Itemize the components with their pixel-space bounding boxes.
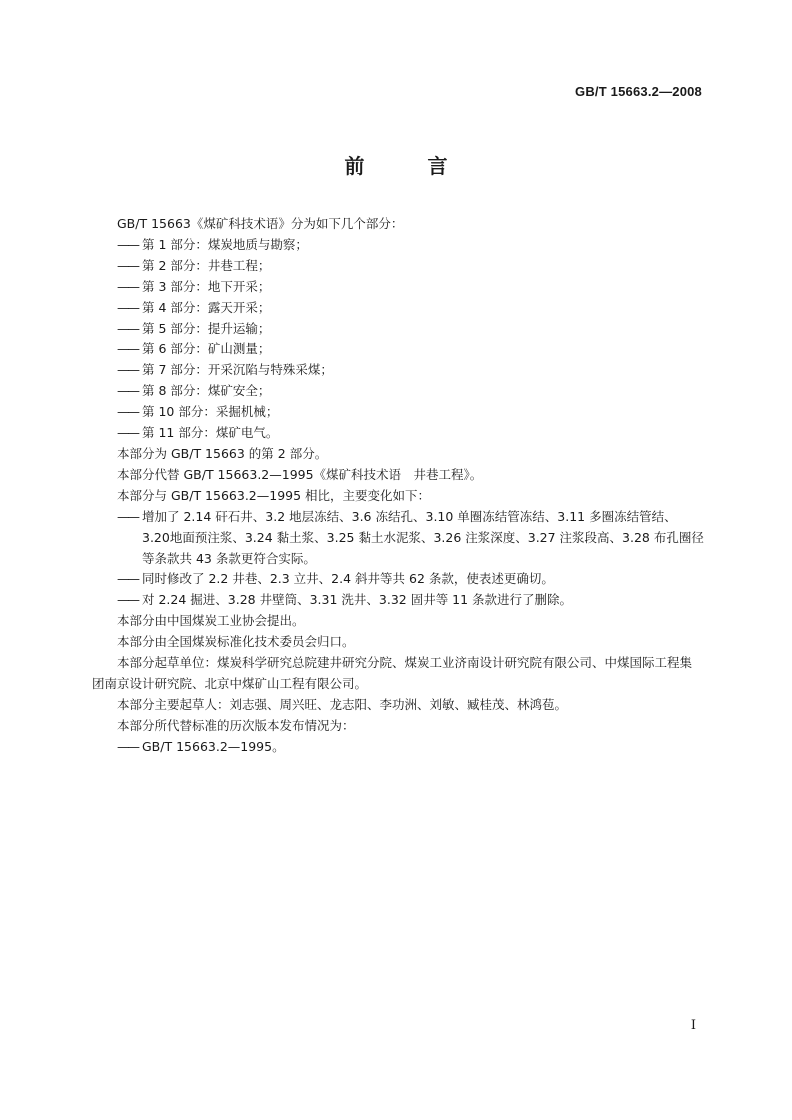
part-item: —— 第 6 部分：矿山测量； xyxy=(92,339,704,360)
page-number: I xyxy=(690,1018,696,1033)
history-intro: 本部分所代替标准的历次版本发布情况为： xyxy=(117,717,355,733)
history-item: —— GB/T 15663.2—1995。 xyxy=(92,737,704,758)
foreword-body xyxy=(92,214,704,758)
intro-paragraph: GB/T 15663《煤矿科技术语》分为如下几个部分： xyxy=(117,216,404,231)
change-item: —— 对 2.24 掘进、3.28 井壁筒、3.31 洗井、3.32 固井等 11 条款进行了删除。 xyxy=(92,590,704,611)
proposed-by: 本部分由中国煤炭工业协会提出。 xyxy=(117,613,305,629)
part-item: —— 第 7 部分：开采沉陷与特殊采煤； xyxy=(92,360,704,381)
part-item: —— 第 10 部分：采掘机械； xyxy=(92,402,704,423)
changes-intro: 本部分与 GB/T 15663.2—1995 相比，主要变化如下： xyxy=(117,487,431,503)
part-item: —— 第 2 部分：井巷工程； xyxy=(92,256,704,277)
replaces-statement: 本部分代替 GB/T 15663.2—1995《煤矿科技术语 井巷工程》。 xyxy=(117,466,483,482)
standard-number: GB/T 15663.2—2008 xyxy=(575,84,702,99)
change-item: —— 同时修改了 2.2 井巷、2.3 立井、2.4 斜井等共 62 条款，使表述更确切。 xyxy=(92,569,704,590)
part-item: —— 第 5 部分：提升运输； xyxy=(92,319,704,340)
part-of-statement: 本部分为 GB/T 15663 的第 2 部分。 xyxy=(117,445,328,461)
part-item: —— 第 3 部分：地下开采； xyxy=(92,277,704,298)
part-item: —— 第 11 部分：煤矿电气。 xyxy=(92,423,704,444)
drafters: 本部分主要起草人：刘志强、周兴旺、龙志阳、李功洲、刘敏、臧桂茂、林鸿苞。 xyxy=(117,696,568,712)
drafting-units: 本部分起草单位：煤炭科学研究总院建井研究分院、煤炭工业济南设计研究院有限公司、中煤国际工程集团南京设计研究院、北京中煤矿山工程有限公司。 xyxy=(92,655,693,691)
part-item: —— 第 8 部分：煤矿安全； xyxy=(92,381,704,402)
part-item: —— 第 4 部分：露天开采； xyxy=(92,298,704,319)
jurisdiction: 本部分由全国煤炭标准化技术委员会归口。 xyxy=(117,634,355,650)
part-item: —— 第 1 部分：煤炭地质与勘察； xyxy=(92,235,704,256)
page-title: 前 言 xyxy=(344,154,476,178)
change-item: —— 增加了 2.14 矸石井、3.2 地层冻结、3.6 冻结孔、3.10 单圈冻结管冻结、3.11 多圈冻结管结、3.20地面预注浆、3.24 黏土浆、3.25 黏土水泥浆、3.26 注浆深度、3.27 注浆段高、3.28 布孔圈径等条款共 43 条款更符合实际。 xyxy=(92,507,704,570)
